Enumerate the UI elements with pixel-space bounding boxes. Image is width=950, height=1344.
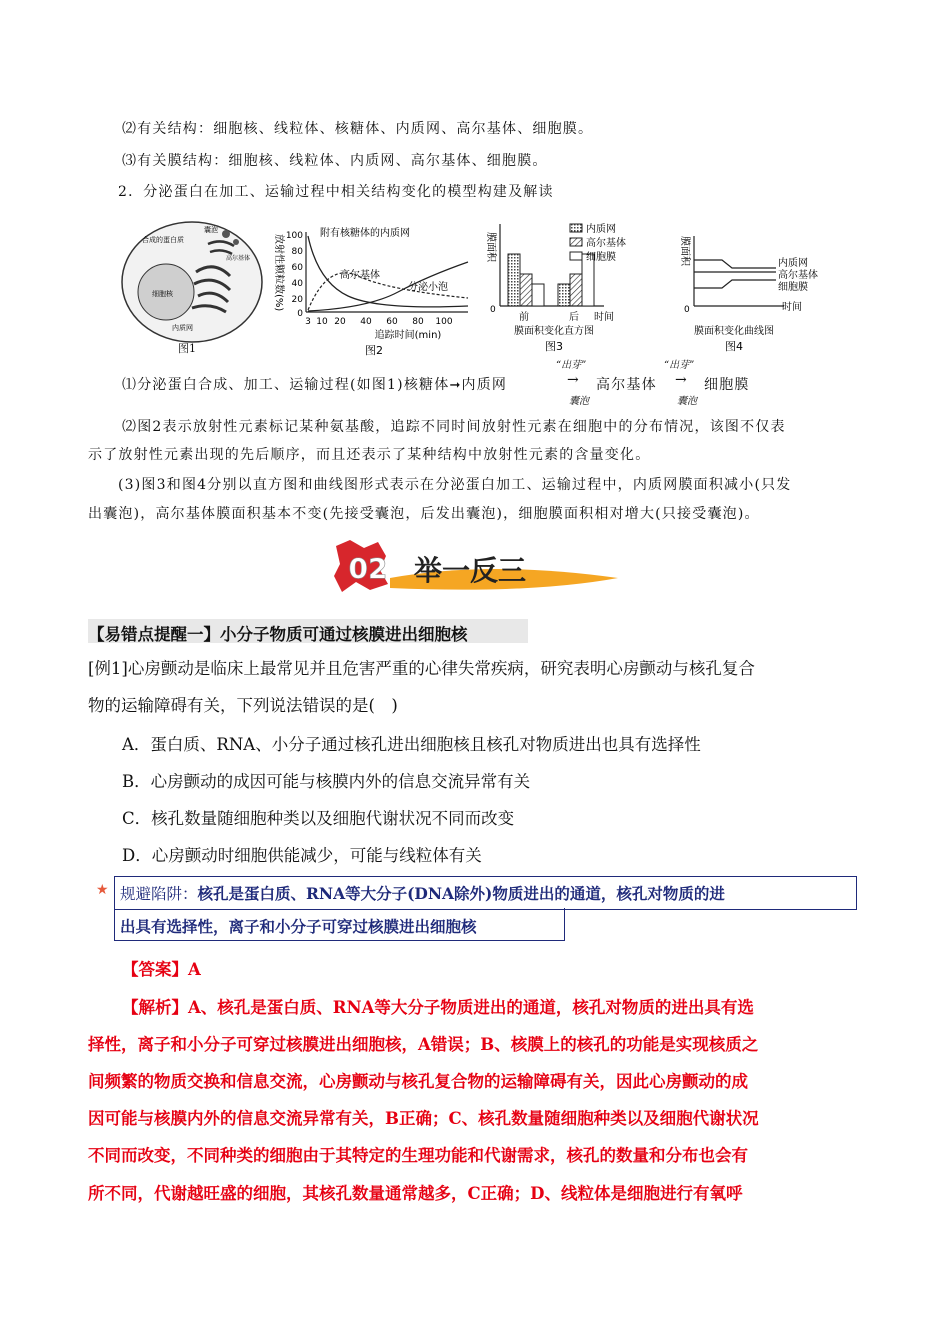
fig3-ylabel: 膜面积 bbox=[485, 232, 496, 262]
analysis-line: 择性，离子和小分子可穿过核膜进出细胞核，A错误；B、核膜上的核孔的功能是实现核质之 bbox=[88, 1035, 759, 1054]
fig2-series-er: 附有核糖体的内质网 bbox=[320, 228, 410, 239]
process-line: ⑴分泌蛋白合成、加工、运输过程(如图1)核糖体➞内质网 bbox=[122, 377, 508, 393]
fig3-bar-membrane-before bbox=[532, 284, 544, 306]
tip-line2: 出具有选择性，离子和小分子可穿过核膜进出细胞核 bbox=[120, 917, 477, 936]
banner-number: 02 bbox=[348, 552, 388, 585]
fig2-xtick: 20 bbox=[334, 317, 346, 327]
fig3-bar-er-before bbox=[508, 254, 520, 306]
banner-title: 举一反三 bbox=[414, 554, 527, 587]
fig2-xtick: 3 bbox=[305, 317, 311, 327]
model-heading: 2．分泌蛋白在加工、运输过程中相关结构变化的模型构建及解读 bbox=[118, 184, 554, 200]
fig3-xlabel-time: 时间 bbox=[594, 312, 614, 323]
fig4-series-membrane: 细胞膜 bbox=[778, 282, 808, 293]
vesicle-label-2: 囊泡 bbox=[677, 396, 697, 407]
fig3-caption: 图3 bbox=[545, 340, 563, 353]
example-line2: 物的运输障碍有关，下列说法错误的是( ) bbox=[88, 696, 398, 715]
membrane-step: 细胞膜 bbox=[704, 377, 750, 393]
vesicle-label-1: 囊泡 bbox=[569, 396, 589, 407]
para2-line1: ⑵图2表示放射性元素标记某种氨基酸，追踪不同时间放射性元素在细胞中的分布情况，该图不仅表 bbox=[122, 419, 786, 435]
arrow-icon: → bbox=[675, 372, 687, 388]
fig2-ytick: 100 bbox=[285, 231, 303, 241]
fig4-membrane-line bbox=[694, 280, 776, 288]
fig1-label-er: 内质网 bbox=[172, 324, 193, 332]
option-b: B．心房颤动的成因可能与核膜内外的信息交流异常有关 bbox=[122, 772, 531, 791]
example-line1: [例1]心房颤动是临床上最常见并且危害严重的心律失常疾病，研究表明心房颤动与核孔复合 bbox=[88, 659, 755, 678]
fig2-ytick: 20 bbox=[291, 295, 303, 305]
figure-3 bbox=[478, 218, 648, 362]
option-c: C．核孔数量随细胞种类以及细胞代谢状况不同而改变 bbox=[122, 809, 515, 828]
fig2-ylabel: 放射性颗粒数(%) bbox=[273, 234, 284, 312]
option-a: A．蛋白质、RNA、小分子通过核孔进出细胞核且核孔对物质进出也具有选择性 bbox=[122, 735, 701, 754]
section-title: 【易错点提醒一】小分子物质可通过核膜进出细胞核 bbox=[88, 625, 468, 644]
arrow-icon: → bbox=[567, 372, 579, 388]
fig4-series-er: 内质网 bbox=[778, 258, 808, 269]
fig4-series-golgi: 高尔基体 bbox=[778, 270, 818, 281]
analysis-line: 所不同，代谢越旺盛的细胞，其核孔数量通常越多，C正确；D、线粒体是细胞进行有氧呼 bbox=[88, 1184, 743, 1203]
fig3-legend-er: 内质网 bbox=[586, 224, 616, 235]
analysis-line: 因可能与核膜内外的信息交流异常有关，B正确；C、核孔数量随细胞种类以及细胞代谢状况 bbox=[88, 1109, 759, 1128]
budding-label-1: “出芽” bbox=[556, 360, 587, 371]
fig3-origin: 0 bbox=[490, 305, 496, 315]
golgi-step: 高尔基体 bbox=[596, 377, 657, 393]
fig2-ytick: 60 bbox=[291, 263, 303, 273]
fig1-caption: 图1 bbox=[178, 342, 196, 355]
fig1-label-golgi: 高尔基体 bbox=[226, 255, 251, 262]
fig4-caption: 图4 bbox=[725, 340, 743, 353]
fig4-er-line bbox=[694, 260, 776, 268]
fig2-xtick: 40 bbox=[360, 317, 372, 327]
fig2-series-vesicle: 分泌小泡 bbox=[408, 282, 448, 293]
fig1-label-nucleus: 细胞核 bbox=[152, 290, 173, 298]
fig4-xlabel: 时间 bbox=[782, 302, 802, 313]
fig2-caption: 图2 bbox=[365, 344, 383, 357]
fig2-xtick: 100 bbox=[435, 317, 453, 327]
fig2-xtick: 80 bbox=[412, 317, 424, 327]
fig2-ytick: 80 bbox=[291, 247, 303, 257]
figure-4 bbox=[672, 232, 842, 362]
fig4-origin: 0 bbox=[684, 305, 690, 315]
fig3-legend-membrane: 细胞膜 bbox=[586, 252, 616, 263]
para2-line2: 示了放射性元素出现的先后顺序，而且还表示了某种结构中放射性元素的含量变化。 bbox=[88, 447, 651, 463]
para3-line1: (3)图3和图4分别以直方图和曲线图形式表示在分泌蛋白加工、运输过程中，内质网膜面积减小(只发 bbox=[118, 477, 792, 493]
fig3-subtitle: 膜面积变化直方图 bbox=[514, 326, 594, 337]
fig2-xtick: 10 bbox=[316, 317, 328, 327]
fig3-bar-golgi-before bbox=[520, 274, 532, 306]
arrow-icon: ➞ bbox=[449, 378, 462, 393]
tip-line1: 规避陷阱：核孔是蛋白质、RNA等大分子(DNA除外)物质进出的通道，核孔对物质的进 bbox=[120, 884, 725, 903]
figure-1 bbox=[118, 212, 268, 362]
star-icon: ★ bbox=[96, 882, 109, 898]
fig1-label-protein: 合成的蛋白质 bbox=[142, 236, 184, 244]
analysis-line: 间频繁的物质交换和信息交流，心房颤动与核孔复合物的运输障碍有关，因此心房颤动的成 bbox=[88, 1072, 748, 1091]
fig2-xtick: 60 bbox=[386, 317, 398, 327]
analysis-line: 不同而改变，不同种类的细胞由于其特定的生理功能和代谢需求，核孔的数量和分布也会有 bbox=[88, 1146, 748, 1165]
fig4-subtitle: 膜面积变化曲线图 bbox=[694, 326, 774, 337]
fig2-ytick: 0 bbox=[297, 309, 303, 319]
fig3-bar-er-after bbox=[558, 284, 570, 306]
option-d: D．心房颤动时细胞供能减少，可能与线粒体有关 bbox=[122, 846, 482, 865]
fig3-legend-golgi: 高尔基体 bbox=[586, 238, 626, 249]
fig1-label-vesicle: 囊泡 bbox=[204, 226, 218, 234]
fig2-ytick: 40 bbox=[291, 279, 303, 289]
fig4-ylabel: 膜面积 bbox=[679, 236, 690, 266]
budding-label-2: “出芽” bbox=[664, 360, 695, 371]
fig2-series-golgi: 高尔基体 bbox=[340, 270, 380, 281]
para3-line2: 出囊泡)，高尔基体膜面积基本不变(先接受囊泡，后发出囊泡)，细胞膜面积相对增大(只接受囊泡)。 bbox=[88, 506, 760, 522]
answer: 【答案】A bbox=[122, 960, 201, 979]
analysis-line: 【解析】A、核孔是蛋白质、RNA等大分子物质进出的通道，核孔对物质的进出具有选 bbox=[122, 998, 754, 1017]
structures-line: ⑵有关结构：细胞核、线粒体、核糖体、内质网、高尔基体、细胞膜。 bbox=[122, 121, 594, 137]
figure-2 bbox=[268, 222, 478, 362]
fig2-xlabel: 追踪时间(min) bbox=[374, 330, 442, 341]
fig3-xlabel-after: 后 bbox=[569, 312, 579, 323]
fig3-xlabel-before: 前 bbox=[519, 312, 529, 323]
fig3-bar-golgi-after bbox=[570, 274, 582, 306]
membrane-structures-line: ⑶有关膜结构：细胞核、线粒体、内质网、高尔基体、细胞膜。 bbox=[122, 153, 548, 169]
section-banner bbox=[330, 538, 620, 598]
